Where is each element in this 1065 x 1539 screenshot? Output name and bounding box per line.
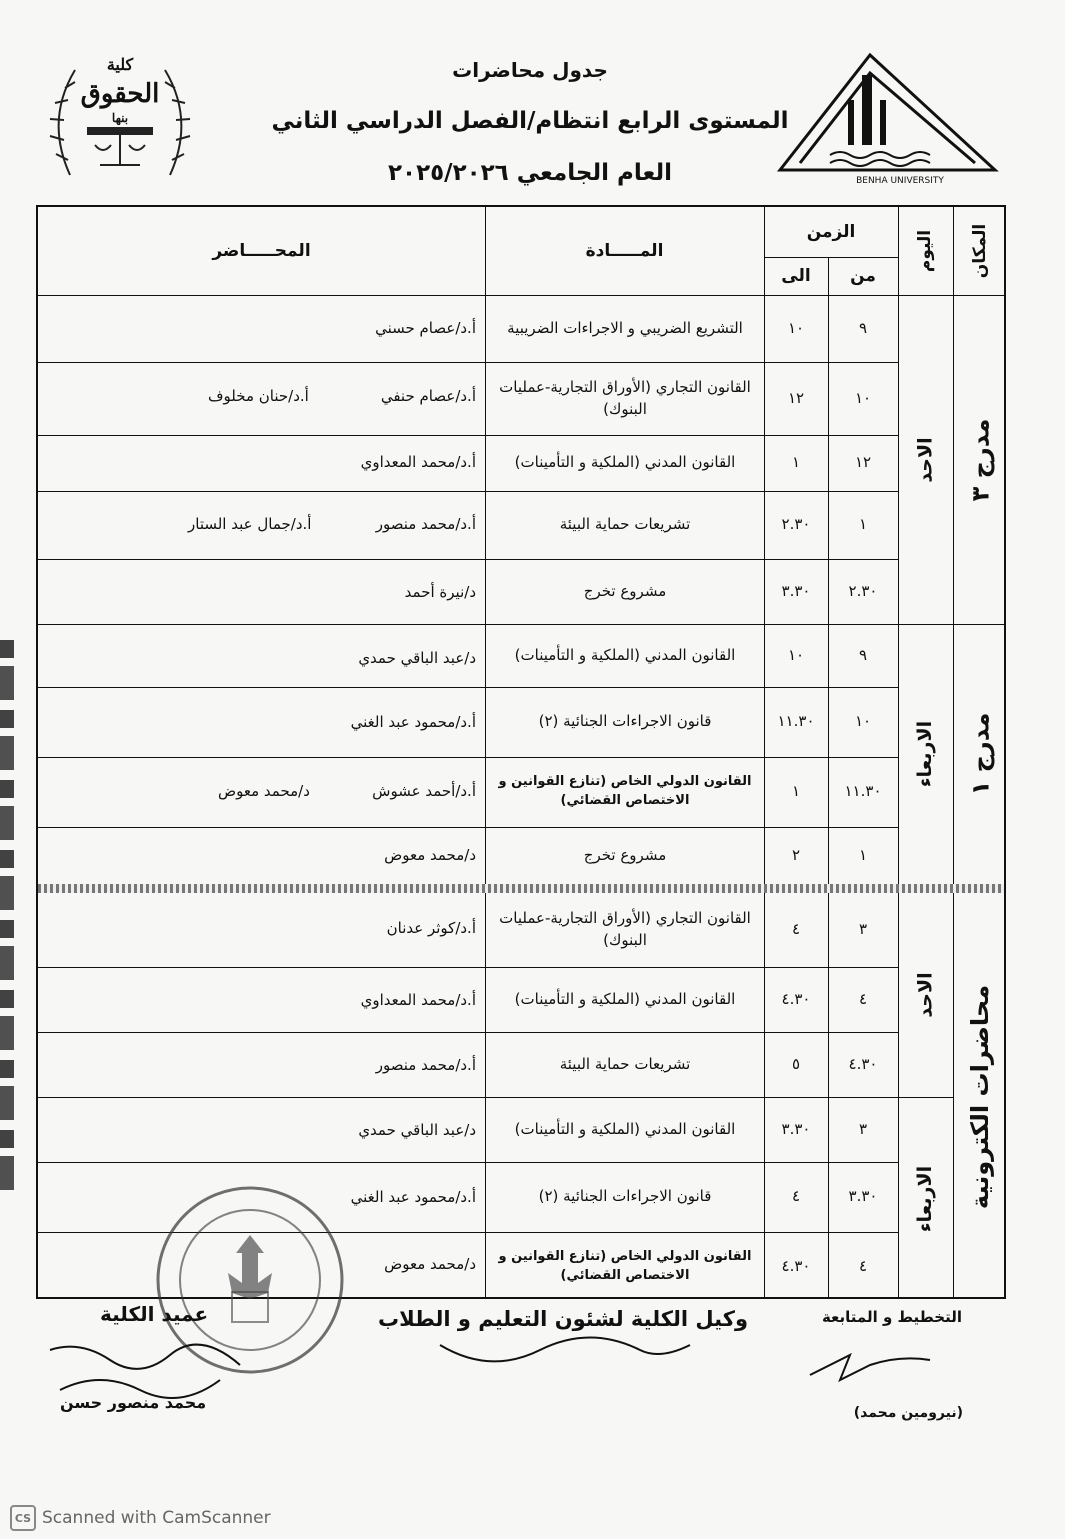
subject: القانون الدولي الخاص (تنازع القوانين و الاختصاص القضائي) [498, 1248, 752, 1283]
schedule-table [36, 205, 1006, 1299]
lecturer: أ.د/حنان مخلوف [208, 387, 309, 405]
time-to: ٥ [791, 1054, 801, 1073]
time-from: ٣ [858, 920, 868, 939]
dean-name: محمد منصور حسن [60, 1393, 207, 1412]
time-from: ٩ [858, 645, 868, 664]
header-subject: المـــــادة [585, 240, 664, 261]
place-hall-3: مدرج ٣ [966, 418, 995, 501]
time-to: ١ [791, 782, 801, 801]
handwritten-signatures [40, 1330, 960, 1410]
lecturer: د/محمد معوض [384, 846, 476, 864]
day-wednesday: الاربعاء [914, 720, 937, 788]
svg-text:بنها: بنها [111, 111, 129, 125]
time-from: ٢.٣٠ [848, 581, 878, 600]
lecturer: د/عبد الباقي حمدي [358, 649, 476, 667]
divider [485, 207, 486, 1297]
lecturer: د/نيرة أحمد [404, 583, 476, 601]
time-from: ٣.٣٠ [848, 1187, 878, 1206]
lecturer: د/عبد الباقي حمدي [358, 1121, 476, 1139]
lecturer: أ.د/محمد منصور [375, 1056, 476, 1074]
time-from: ١٠ [854, 712, 872, 731]
subject: القانون التجاري (الأوراق التجارية-عمليات البنوك) [499, 377, 751, 418]
header-from: من [850, 265, 876, 286]
day-sunday: الاحد [914, 972, 937, 1018]
time-to: ٤ [791, 1187, 801, 1206]
subject: القانون المدني (الملكية و التأمينات) [514, 645, 736, 664]
header-time: الزمن [806, 221, 856, 242]
lecturer: د/محمد معوض [384, 1255, 476, 1273]
header-lecturer: المحـــــاضر [212, 240, 311, 261]
time-from: ١٢ [854, 453, 872, 472]
subject: القانون التجاري (الأوراق التجارية-عمليات البنوك) [499, 909, 751, 949]
time-from: ٤.٣٠ [848, 1054, 878, 1073]
time-to: ٤.٣٠ [781, 1256, 811, 1275]
lecturer: أ.د/محمد المعداوي [360, 991, 476, 1009]
time-from: ١٠ [854, 388, 872, 407]
time-to: ٢ [791, 845, 801, 864]
time-from: ٩ [858, 318, 868, 337]
time-from: ١١.٣٠ [844, 782, 882, 801]
camscanner-icon: CS [10, 1505, 36, 1531]
subject: تشريعات حماية البيئة [559, 1054, 691, 1073]
svg-text:كلية: كلية [106, 55, 134, 74]
lecturer: د/محمد معوض [218, 782, 310, 800]
svg-text:الحقوق: الحقوق [80, 79, 160, 109]
faculty-logo [40, 40, 200, 190]
day-sunday: الاحد [914, 436, 937, 483]
time-to: ١٠ [787, 318, 805, 337]
time-to: ٤ [791, 920, 801, 939]
university-logo [770, 45, 1005, 185]
subject: القانون المدني (الملكية و التأمينات) [514, 1119, 736, 1138]
subject: مشروع تخرج [583, 845, 667, 864]
place-online: محاضرات الكترونية [966, 984, 995, 1210]
section-separator [38, 884, 1004, 893]
subject: القانون المدني (الملكية و التأمينات) [514, 453, 736, 472]
subject: قانون الاجراءات الجنائية (٢) [538, 1187, 712, 1206]
subject: قانون الاجراءات الجنائية (٢) [538, 712, 712, 731]
lecturer: أ.د/كوثر عدنان [386, 919, 476, 937]
time-to: ١١.٣٠ [777, 712, 815, 731]
planning-name: (نيرومين محمد) [853, 1405, 963, 1421]
vice-dean-label: وكيل الكلية لشئون التعليم و الطلاب [378, 1307, 748, 1331]
time-from: ٤ [858, 1256, 868, 1275]
day-wednesday: الاربعاء [914, 1165, 937, 1233]
time-from: ١ [858, 515, 868, 534]
header-day: اليوم [915, 229, 936, 273]
time-to: ٢.٣٠ [781, 515, 811, 534]
time-to: ١ [791, 453, 801, 472]
page-subtitle: المستوى الرابع انتظام/الفصل الدراسي الثاني [271, 108, 789, 134]
camscanner-watermark [10, 1505, 271, 1531]
lecturer: أ.د/محمد المعداوي [360, 453, 476, 471]
subject: مشروع تخرج [583, 581, 667, 600]
place-hall-1: مدرج ١ [966, 712, 995, 796]
subject: التشريع الضريبي و الاجراءات الضريبية [507, 318, 743, 337]
academic-year: العام الجامعي ٢٠٢٥/٢٠٢٦ [388, 160, 672, 186]
subject: القانون المدني (الملكية و التأمينات) [514, 989, 736, 1008]
planning-label: التخطيط و المتابعة [821, 1308, 962, 1326]
dean-label: عميد الكلية [100, 1302, 209, 1326]
lecturer: أ.د/محمد منصور [375, 515, 476, 533]
time-to: ٤.٣٠ [781, 989, 811, 1008]
lecturer: أ.د/جمال عبد الستار [188, 515, 312, 533]
header-place: المكان [970, 223, 991, 279]
lecturer: أ.د/عصام حنفي [380, 387, 476, 405]
time-to: ١٠ [787, 645, 805, 664]
header-to: الى [781, 265, 811, 286]
lecturer: أ.د/محمود عبد الغني [350, 1188, 476, 1206]
scan-edge-artifact [0, 640, 14, 1200]
time-from: ١ [858, 845, 868, 864]
lecturer: أ.د/أحمد عشوش [372, 782, 476, 800]
time-to: ٣.٣٠ [781, 1119, 811, 1138]
time-from: ٣ [858, 1119, 868, 1138]
lecturer: أ.د/محمود عبد الغني [350, 713, 476, 731]
lecturer: أ.د/عصام حسني [375, 319, 476, 337]
time-to: ٣.٣٠ [781, 581, 811, 600]
subject: تشريعات حماية البيئة [559, 515, 691, 534]
subject: القانون الدولي الخاص (تنازع القوانين و الاختصاص القضائي) [498, 774, 752, 808]
camscanner-label: Scanned with CamScanner [42, 1508, 271, 1528]
svg-text:BENHA UNIVERSITY: BENHA UNIVERSITY [856, 176, 944, 185]
time-from: ٤ [858, 989, 868, 1008]
page-title: جدول محاضرات [452, 58, 608, 82]
time-to: ١٢ [787, 388, 805, 407]
